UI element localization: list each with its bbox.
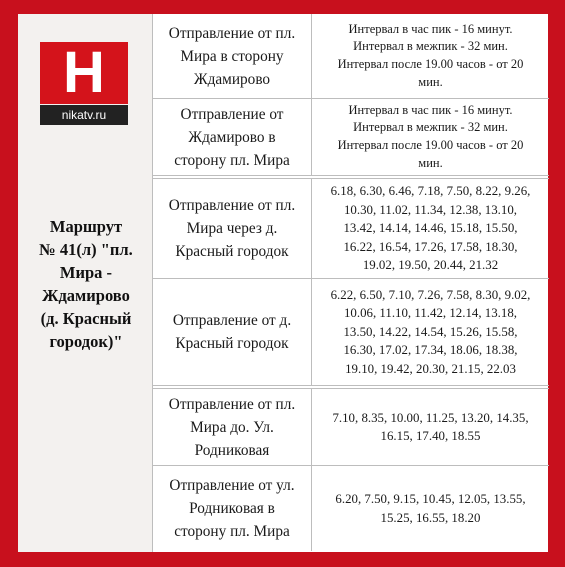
direction-cell: Отправление от пл. Мира через д. Красный городок xyxy=(153,179,312,278)
table-row xyxy=(153,99,549,179)
route-panel xyxy=(18,14,153,552)
table-row xyxy=(153,14,549,99)
schedule-sheet xyxy=(18,14,548,552)
route-title: Маршрут № 41(л) "пл. Мира - Ждамирово (д. Красный городок)" xyxy=(39,217,133,351)
schedule-cell: 6.20, 7.50, 9.15, 10.45, 12.05, 13.55, 15.25, 16.55, 18.20 xyxy=(335,492,526,525)
schedule-cell: 6.22, 6.50, 7.10, 7.26, 7.58, 8.30, 9.02, 10.06, 11.10, 11.42, 12.14, 13.18, 13.50, 14.22, 14.54, 15.26, 15.58, 16.30, 17.02, 17.34, 18.06, 18.38, 19.10, 19.42, 20.30, 21.15, 22.03 xyxy=(330,287,531,376)
direction-cell: Отправление от пл. Мира в сторону Ждамирово xyxy=(153,14,312,98)
table-row xyxy=(153,279,549,389)
logo-letter: H xyxy=(63,40,105,105)
direction-cell: Отправление от пл. Мира до. Ул. Родниковая xyxy=(153,389,312,465)
nikatv-logo xyxy=(40,42,128,104)
table-row xyxy=(153,179,549,279)
logo-site-name: nikatv.ru xyxy=(40,105,128,125)
direction-cell: Отправление от ул. Родниковая в сторону пл. Мира xyxy=(153,466,312,551)
direction-cell: Отправление от Ждамирово в сторону пл. Мира xyxy=(153,99,312,175)
schedule-cell: Интервал в час пик - 16 минут. Интервал в межпик - 32 мин. Интервал после 19.00 часов - от 20 мин. xyxy=(337,21,524,89)
schedule-table xyxy=(152,14,549,552)
table-row xyxy=(153,466,549,551)
schedule-cell: Интервал в час пик - 16 минут. Интервал в межпик - 32 мин. Интервал после 19.00 часов - от 20 мин. xyxy=(337,102,524,170)
direction-cell: Отправление от д. Красный городок xyxy=(153,279,312,385)
schedule-cell: 7.10, 8.35, 10.00, 11.25, 13.20, 14.35, 16.15, 17.40, 18.55 xyxy=(332,410,529,443)
table-row xyxy=(153,389,549,466)
schedule-cell: 6.18, 6.30, 6.46, 7.18, 7.50, 8.22, 9.26, 10.30, 11.02, 11.34, 12.38, 13.10, 13.42, 14.14, 14.46, 15.18, 15.50, 16.22, 16.54, 17.26, 17.58, 18.30, 19.02, 19.50, 20.44, 21.32 xyxy=(330,184,531,273)
